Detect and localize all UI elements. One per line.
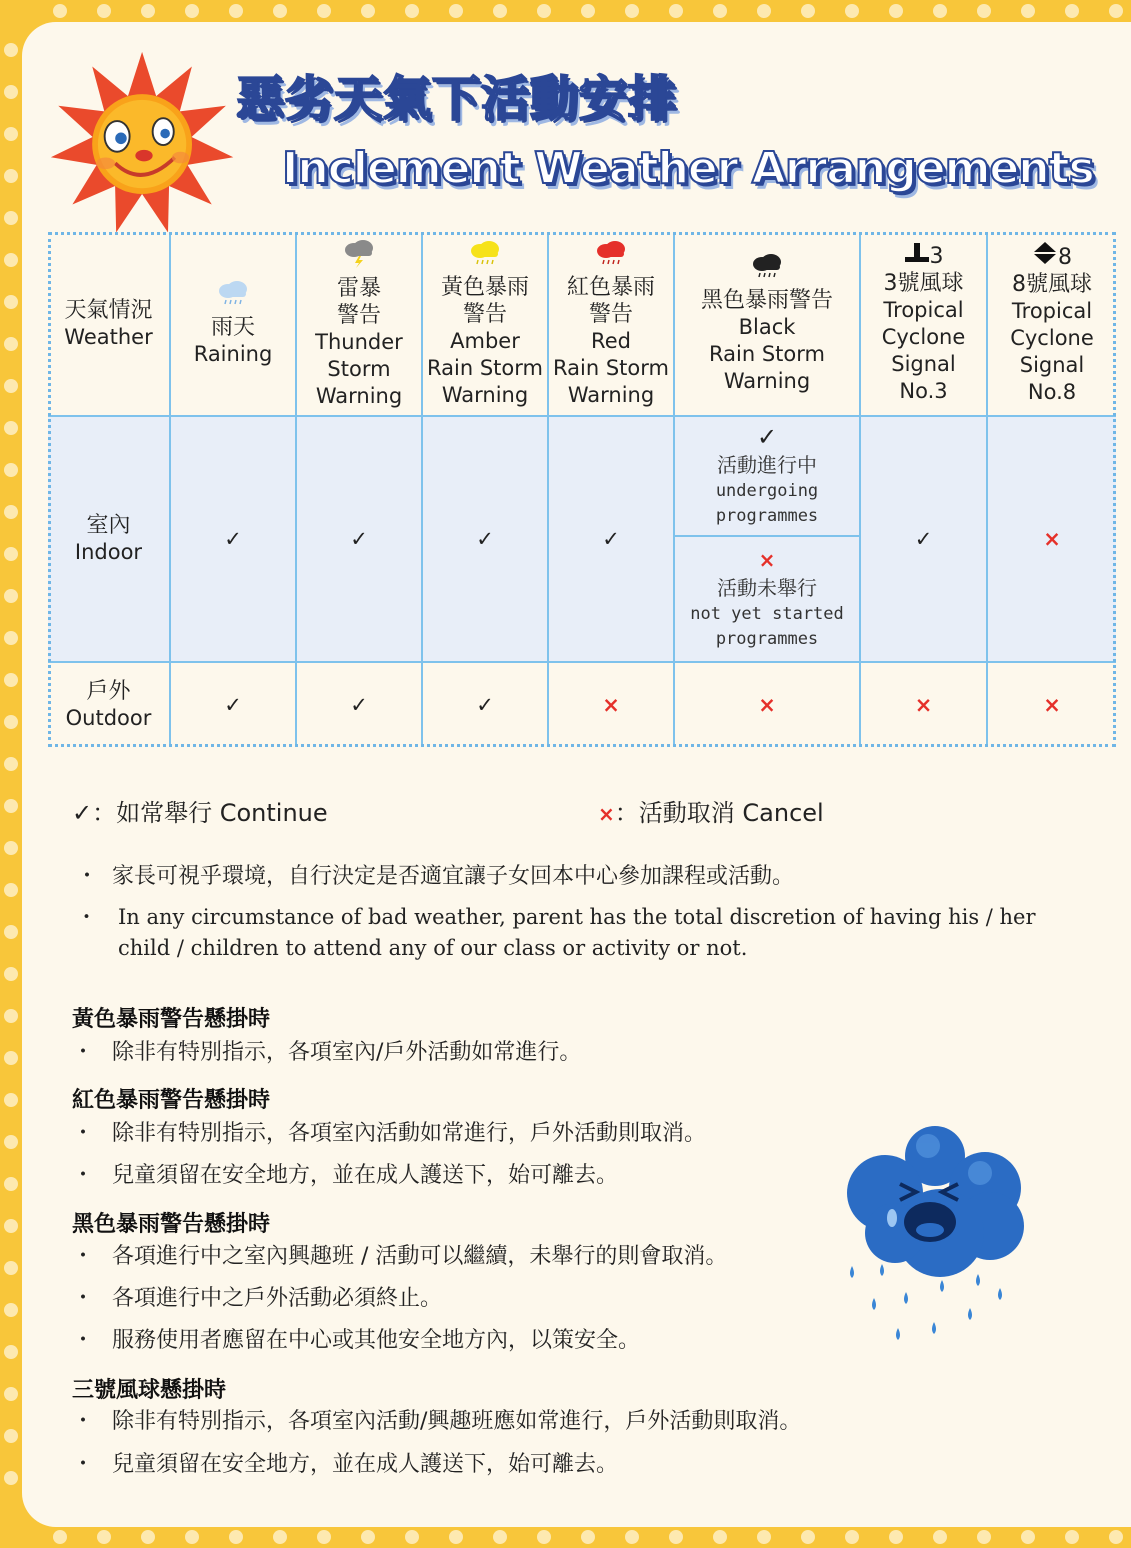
bullet: ・ bbox=[72, 1328, 95, 1353]
col-black-en: Black Rain Storm Warning bbox=[709, 315, 825, 393]
signal-8-number: 8 bbox=[1058, 244, 1072, 270]
section-red-item-1 bbox=[72, 1116, 706, 1147]
cell-outdoor-signal-8: × bbox=[987, 662, 1116, 747]
sun-mascot-icon bbox=[48, 50, 240, 242]
outdoor-en: Outdoor bbox=[65, 706, 152, 730]
col-signal-3 bbox=[860, 232, 987, 416]
col-signal-8-zh: 8號風球 bbox=[1012, 271, 1092, 297]
section-red-heading: 紅色暴雨警告懸掛時 bbox=[72, 1088, 271, 1113]
bullet: ・ bbox=[72, 1121, 95, 1146]
signal-3-header bbox=[863, 243, 984, 270]
table-row-outdoor bbox=[48, 662, 1116, 747]
signal-8-icon bbox=[1032, 242, 1058, 264]
item-text: 兒童須留在安全地方，並在成人護送下，始可離去。 bbox=[112, 1163, 619, 1188]
legend-cancel-mark: × bbox=[598, 802, 615, 826]
corner-zh: 天氣情況 bbox=[64, 297, 153, 323]
cell-indoor-signal-3: ✓ bbox=[860, 416, 987, 662]
note-zh bbox=[72, 860, 1052, 894]
not-started-zh: 活動未舉行 bbox=[717, 575, 817, 600]
cell-outdoor-red: × bbox=[548, 662, 674, 747]
section-black-item-3 bbox=[72, 1323, 640, 1354]
bullet: ・ bbox=[72, 1409, 95, 1434]
bullet: ・ bbox=[76, 905, 97, 929]
indoor-zh: 室內 bbox=[86, 513, 131, 538]
outdoor-zh: 戶外 bbox=[86, 679, 131, 704]
cell-indoor-amber: ✓ bbox=[422, 416, 548, 662]
col-amber-zh: 黃色暴雨 警告 bbox=[440, 274, 529, 327]
corner-en: Weather bbox=[64, 324, 153, 349]
col-red-zh: 紅色暴雨 警告 bbox=[566, 274, 655, 327]
cell-outdoor-amber: ✓ bbox=[422, 662, 548, 747]
col-amber-en: Amber Rain Storm Warning bbox=[427, 328, 543, 407]
note-en bbox=[72, 902, 1038, 964]
col-thunder-zh: 雷暴 警告 bbox=[336, 275, 381, 328]
bullet: ・ bbox=[72, 1040, 95, 1065]
note-en-text: In any circumstance of bad weather, parent has the total discretion of having his / her child / children to attend any of our class or activity or not. bbox=[118, 905, 1036, 960]
col-signal-3-zh: 3號風球 bbox=[883, 270, 964, 296]
general-notes bbox=[72, 860, 1052, 964]
signal-3-number: 3 bbox=[929, 243, 944, 269]
black-rain-icon bbox=[750, 252, 784, 280]
rain-cloud-icon bbox=[216, 279, 250, 307]
bullet: ・ bbox=[72, 1452, 95, 1477]
col-raining bbox=[170, 232, 296, 416]
legend-cancel-text: ：活動取消 Cancel bbox=[614, 799, 824, 827]
amber-rain-icon bbox=[468, 239, 502, 267]
title-english: Inclement Weather Arrangements bbox=[282, 143, 1094, 194]
section-amber-heading: 黃色暴雨警告懸掛時 bbox=[72, 1007, 271, 1032]
bullet: ・ bbox=[72, 1244, 95, 1269]
red-rain-icon bbox=[594, 239, 628, 267]
item-text: 除非有特別指示，各項室內活動如常進行，戶外活動則取消。 bbox=[112, 1121, 707, 1146]
bullet: ・ bbox=[72, 1286, 95, 1311]
cell-indoor-thunder: ✓ bbox=[296, 416, 422, 662]
cell-indoor-black-undergoing bbox=[674, 416, 860, 536]
col-signal-3-en: Tropical Cyclone Signal No.3 bbox=[881, 297, 966, 403]
col-raining-zh: 雨天 bbox=[210, 315, 255, 340]
col-black-zh: 黑色暴雨警告 bbox=[700, 288, 833, 313]
row-indoor-label bbox=[48, 416, 170, 662]
bullet: ・ bbox=[72, 1163, 95, 1188]
cell-indoor-black-not-started bbox=[674, 536, 860, 662]
col-red-en: Red Rain Storm Warning bbox=[553, 328, 669, 407]
cell-outdoor-black: × bbox=[674, 662, 860, 747]
corner-cell bbox=[48, 232, 170, 416]
col-black bbox=[674, 232, 860, 416]
section-amber-item-1 bbox=[72, 1035, 581, 1066]
cell-indoor-red: ✓ bbox=[548, 416, 674, 662]
item-text: 各項進行中之室內興趣班 / 活動可以繼續，未舉行的則會取消。 bbox=[112, 1244, 728, 1269]
undergoing-mark: ✓ bbox=[756, 422, 778, 451]
bullet: ・ bbox=[76, 864, 99, 889]
col-thunder bbox=[296, 232, 422, 416]
not-started-mark: × bbox=[758, 547, 776, 572]
item-text: 除非有特別指示，各項室內活動/興趣班應如常進行，戶外活動則取消。 bbox=[112, 1409, 802, 1434]
title-chinese: 惡劣天氣下活動安排 bbox=[236, 71, 678, 127]
item-text: 服務使用者應留在中心或其他安全地方內，以策安全。 bbox=[112, 1328, 641, 1353]
col-red bbox=[548, 232, 674, 416]
cell-outdoor-signal-3: × bbox=[860, 662, 987, 747]
indoor-en: Indoor bbox=[74, 540, 143, 564]
legend-continue: ✓：如常舉行 Continue bbox=[72, 799, 328, 827]
note-zh-text: 家長可視乎環境，自行決定是否適宜讓子女回本中心參加課程或活動。 bbox=[112, 864, 795, 889]
table-row-indoor bbox=[48, 416, 1116, 536]
col-raining-en: Raining bbox=[193, 342, 273, 366]
cell-indoor-raining: ✓ bbox=[170, 416, 296, 662]
item-text: 兒童須留在安全地方，並在成人護送下，始可離去。 bbox=[112, 1452, 619, 1477]
cell-outdoor-raining: ✓ bbox=[170, 662, 296, 747]
table-header-row bbox=[48, 232, 1116, 416]
col-amber bbox=[422, 232, 548, 416]
item-text: 除非有特別指示，各項室內/戶外活動如常進行。 bbox=[112, 1040, 582, 1065]
signal-3-icon bbox=[904, 243, 930, 263]
undergoing-zh: 活動進行中 bbox=[717, 452, 817, 477]
section-signal3-item-1 bbox=[72, 1404, 801, 1435]
signal-8-header bbox=[990, 242, 1114, 271]
cell-outdoor-thunder: ✓ bbox=[296, 662, 422, 747]
weather-arrangement-table bbox=[48, 232, 1116, 747]
col-signal-8-en: Tropical Cyclone Signal No.8 bbox=[1010, 298, 1094, 404]
cell-indoor-signal-8: × bbox=[987, 416, 1116, 662]
not-started-en: not yet started programmes bbox=[690, 603, 844, 649]
section-black-item-2 bbox=[72, 1281, 442, 1312]
section-black-heading: 黑色暴雨警告懸掛時 bbox=[72, 1212, 271, 1237]
raindrops-icon bbox=[838, 1258, 1018, 1358]
section-black-item-1 bbox=[72, 1239, 727, 1270]
row-outdoor-label bbox=[48, 662, 170, 747]
section-red-item-2 bbox=[72, 1158, 618, 1189]
col-signal-8 bbox=[987, 232, 1116, 416]
thunder-cloud-icon bbox=[342, 238, 376, 268]
item-text: 各項進行中之戶外活動必須終止。 bbox=[112, 1286, 443, 1311]
section-signal3-item-2 bbox=[72, 1447, 618, 1478]
undergoing-en: undergoing programmes bbox=[715, 480, 819, 526]
section-signal3-heading: 三號風球懸掛時 bbox=[72, 1378, 227, 1403]
legend-cancel bbox=[598, 793, 824, 828]
col-thunder-en: Thunder Storm Warning bbox=[315, 329, 403, 408]
